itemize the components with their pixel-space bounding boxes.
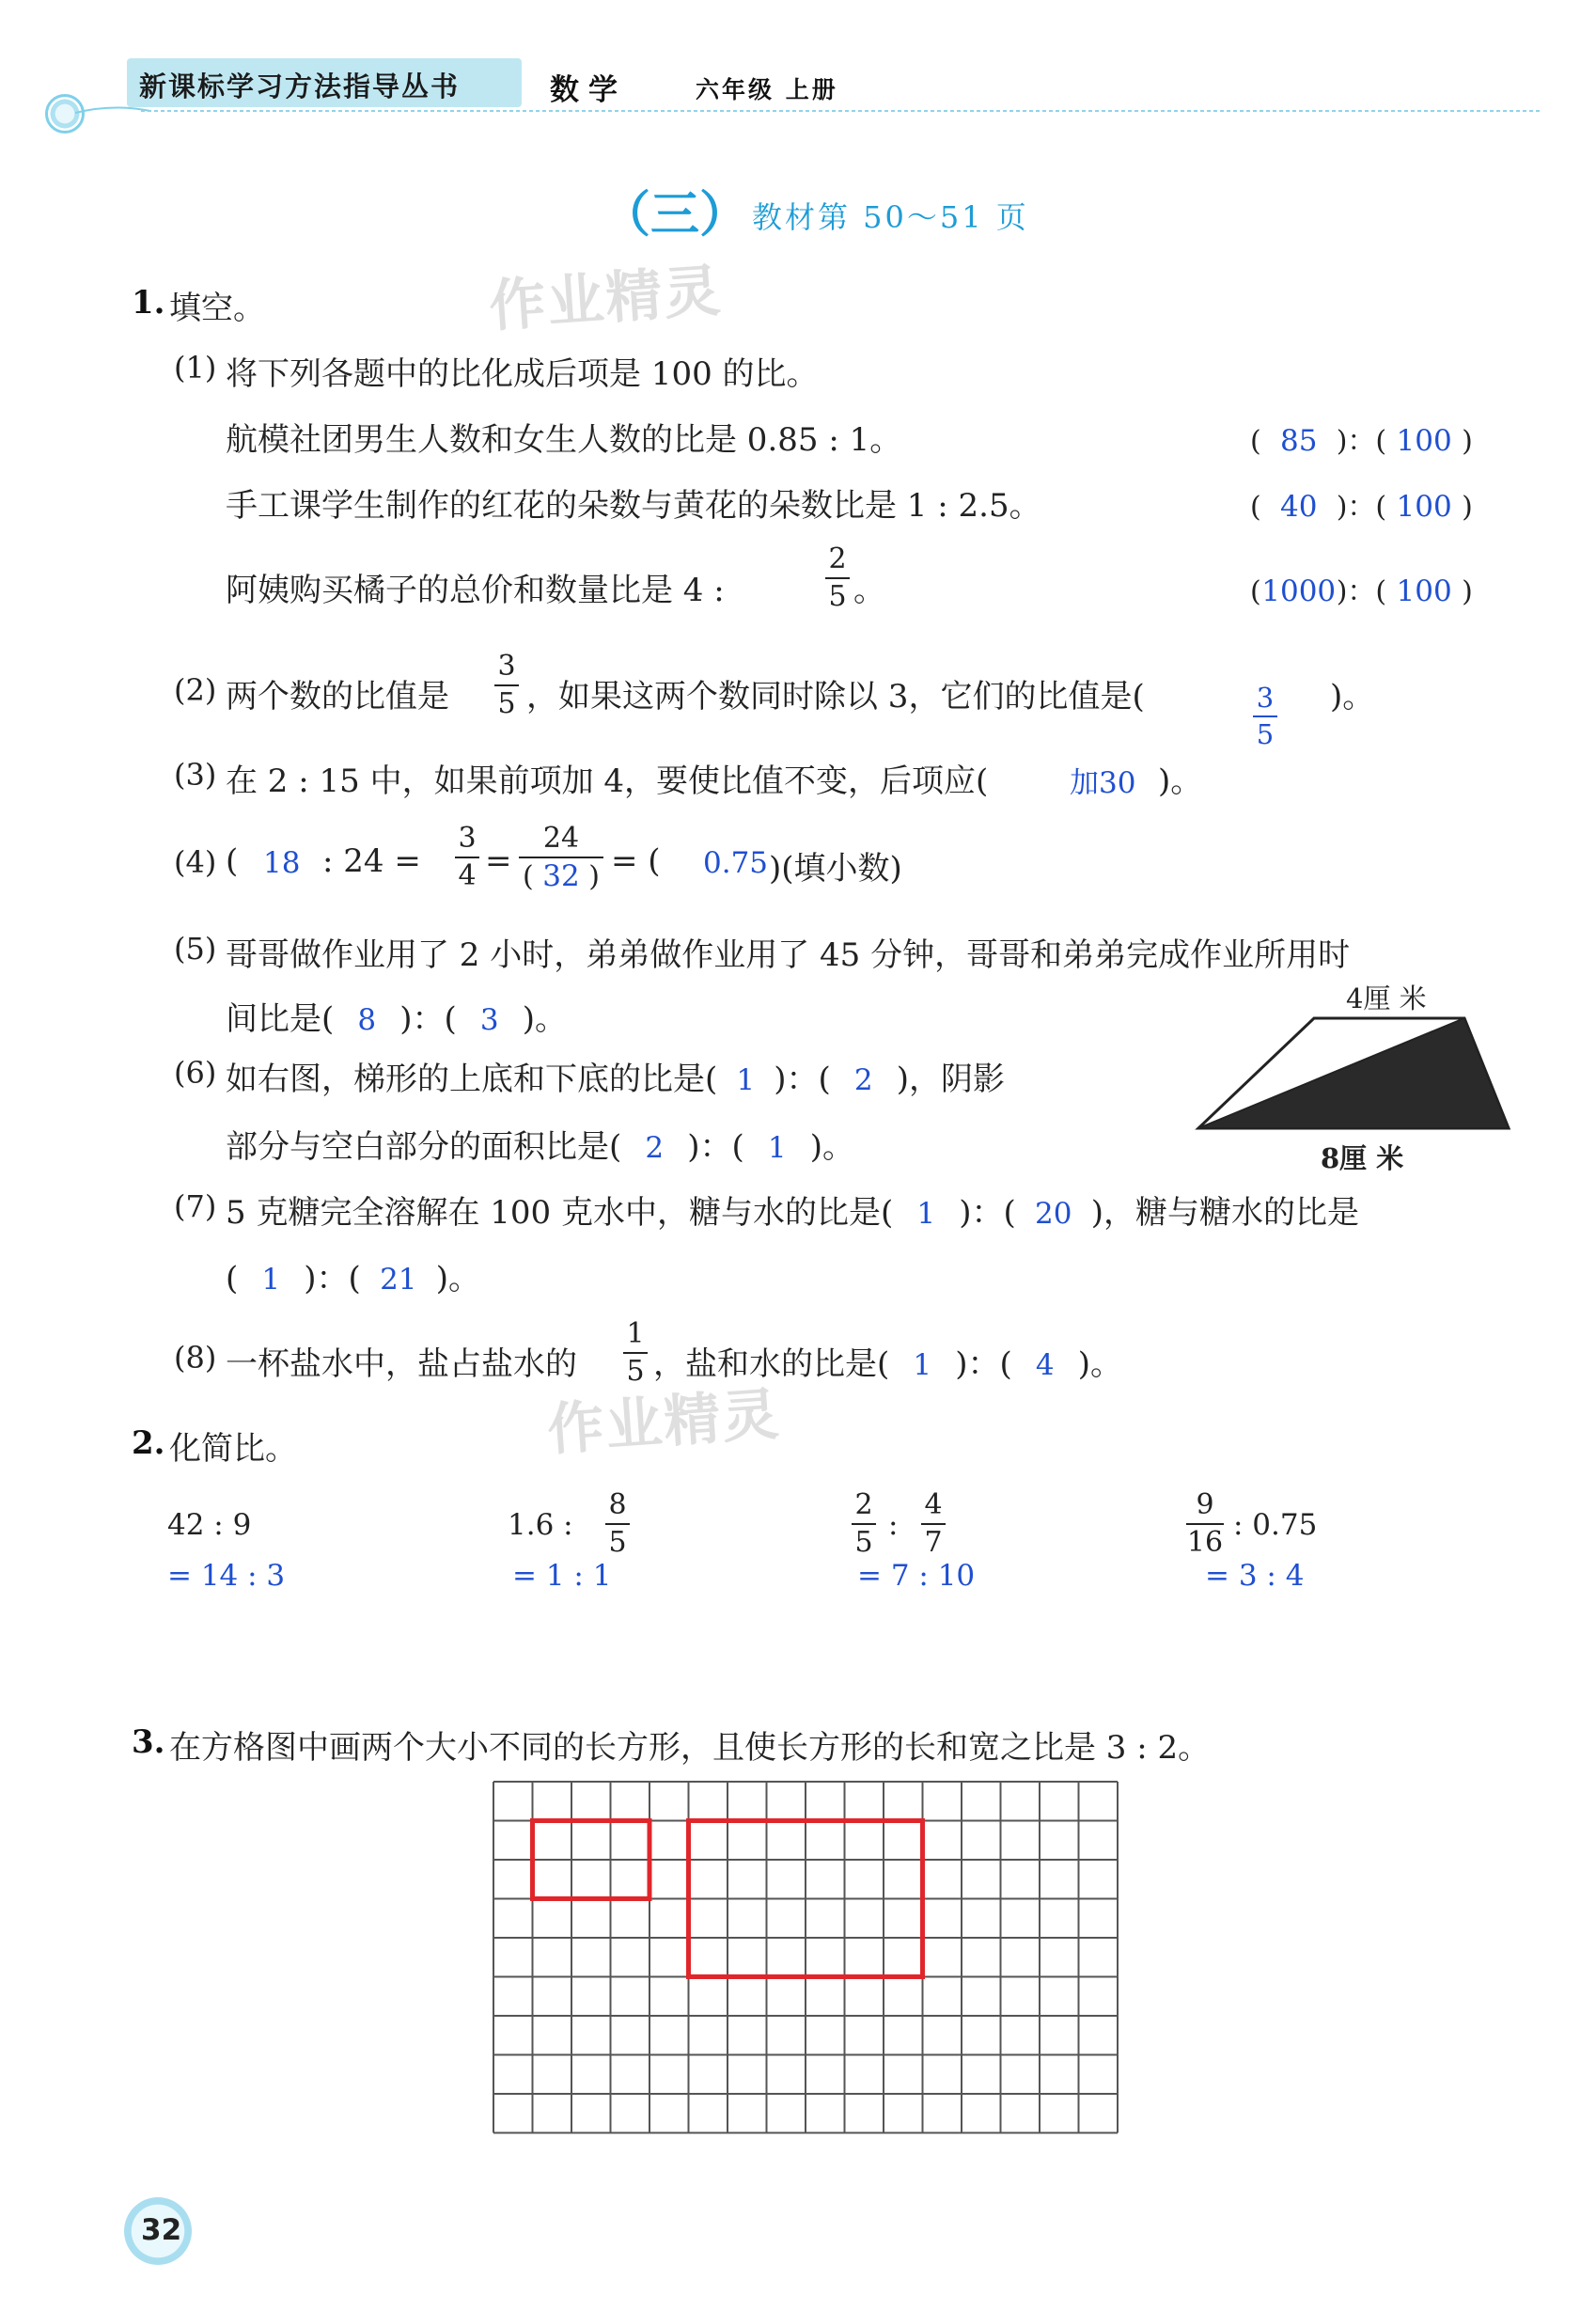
answer: 32: [542, 859, 580, 893]
colon: :: [888, 1508, 899, 1542]
answer: 18: [263, 846, 301, 880]
square-grid: [491, 1779, 1122, 2136]
answer: 1000: [1261, 574, 1337, 608]
answer: 2: [645, 1131, 665, 1165]
q1-p4-mid: : 24 =: [322, 842, 421, 880]
answer: 8: [357, 1003, 377, 1037]
q1-p7-label: (7): [174, 1188, 217, 1224]
period: 。: [853, 572, 885, 609]
q1-p3-end: )。: [1158, 762, 1203, 800]
header-subject: 数学: [550, 73, 627, 107]
answer-fraction: 3 5: [1253, 684, 1277, 748]
q3-label: 3.: [132, 1723, 165, 1761]
q3-text: 在方格图中画两个大小不同的长方形，且使长方形的长和宽之比是 3 : 2。: [169, 1729, 1211, 1767]
fraction: 2 5: [825, 545, 850, 611]
answer: 1: [261, 1263, 281, 1297]
paren-open: (: [226, 842, 239, 880]
q1-p2-label: (2): [174, 672, 217, 708]
watermark: 作业精灵: [487, 258, 725, 340]
answer: 2: [853, 1063, 873, 1097]
q1-label: 1.: [132, 284, 165, 322]
answer: 4: [1035, 1348, 1055, 1382]
q1-p6-line2: 部分与空白部分的面积比是( 2 )：( 1 )。: [226, 1128, 855, 1166]
q2-item2-pre: 1.6 :: [508, 1508, 573, 1542]
answer: 100: [1396, 490, 1452, 524]
header-grade: 六年级 上册: [696, 76, 838, 103]
q2-item2-answer: = 1 : 1: [512, 1559, 612, 1593]
q1-p5-line2: 间比是( 8 )：( 3 )。: [226, 1000, 568, 1038]
q1-p7-line2: ( 1 )：( 21 )。: [226, 1260, 481, 1297]
q2-title: 化简比。: [169, 1430, 297, 1468]
q1-p6-line1: 如右图，梯形的上底和下底的比是( 1 )：( 2 )，阴影: [226, 1061, 1006, 1098]
q1-p5-line1: 哥哥做作业用了 2 小时，弟弟做作业用了 45 分钟，哥哥和弟弟完成作业所用时: [226, 936, 1351, 974]
q1-p3-label: (3): [174, 757, 217, 793]
answer: 0.75: [703, 846, 769, 880]
q1-p1-row3-text: 阿姨购买橘子的总价和数量比是 4 :: [226, 572, 725, 609]
q1-p1-row3-answer: (1000)：( 100 ): [1250, 574, 1473, 608]
watermark: 作业精灵: [545, 1381, 783, 1464]
answer: 100: [1396, 574, 1452, 608]
fraction: 3 4: [455, 825, 479, 890]
answer: 1: [913, 1348, 932, 1382]
section-number: （三）: [602, 187, 749, 244]
header-series: 新课标学习方法指导丛书: [139, 71, 461, 102]
fraction: 1 5: [623, 1320, 648, 1386]
q2-item1-answer: = 14 : 3: [167, 1559, 286, 1593]
answer: 3: [479, 1003, 499, 1037]
answer: 21: [380, 1263, 417, 1297]
q2-label: 2.: [132, 1424, 165, 1462]
q2-item4-answer: = 3 : 4: [1205, 1559, 1305, 1593]
fraction: 8 5: [605, 1491, 630, 1557]
q1-p1-row2-answer: ( 40 )：( 100 ): [1250, 490, 1473, 524]
q2-item1-expr: 42 : 9: [167, 1508, 252, 1542]
q1-p8-pre: 一杯盐水中，盐占盐水的: [226, 1345, 577, 1383]
q1-p8-label: (8): [174, 1340, 217, 1376]
answer: 40: [1279, 490, 1318, 524]
q1-p2-pre: 两个数的比值是: [226, 678, 449, 715]
answer: 20: [1035, 1197, 1072, 1231]
fraction: 24 ( 32 ): [519, 825, 603, 891]
q1-p2-end: )。: [1330, 678, 1375, 715]
q1-p1-label: (1): [174, 350, 217, 385]
q1-p8-post: ，盐和水的比是( 1 )：( 4 )。: [653, 1345, 1123, 1383]
answer: 85: [1279, 424, 1318, 458]
trapezoid-figure: [1194, 1014, 1518, 1136]
page-number: 32: [141, 2213, 182, 2247]
answer: 1: [736, 1063, 756, 1097]
q1-p4-end: )(填小数): [769, 850, 902, 888]
q2-item4-post: : 0.75: [1233, 1508, 1318, 1542]
q1-p1-row2-text: 手工课学生制作的红花的朵数与黄花的朵数比是 1 : 2.5。: [226, 487, 1041, 525]
q1-p1-row1-text: 航模社团男生人数和女生人数的比是 0.85 : 1。: [226, 421, 902, 459]
q1-p1-row1-answer: ( 85 )：( 100 ): [1250, 424, 1473, 458]
fraction: 4 7: [921, 1491, 946, 1557]
fraction: 2 5: [852, 1491, 876, 1557]
q1-p7-line1: 5 克糖完全溶解在 100 克水中，糖与水的比是( 1 )：( 20 )，糖与糖水的比是: [226, 1194, 1360, 1232]
fraction: 3 5: [494, 652, 519, 718]
section-pages: 教材第 50～51 页: [752, 199, 1029, 235]
q1-p4-eq2: = (: [611, 842, 661, 880]
q1-title: 填空。: [169, 290, 265, 327]
fraction: 9 16: [1186, 1488, 1224, 1559]
q1-p3-pre: 在 2 : 15 中，如果前项加 4，要使比值不变，后项应(: [226, 762, 989, 800]
trapezoid-top-label: 4厘 米: [1346, 983, 1427, 1014]
q2-item3-answer: = 7 : 10: [857, 1559, 976, 1593]
equals: =: [485, 842, 512, 880]
q1-p1-text: 将下列各题中的比化成后项是 100 的比。: [226, 355, 819, 393]
q1-p2-post: ，如果这两个数同时除以 3，它们的比值是(: [526, 678, 1145, 715]
answer: 加30: [1070, 766, 1136, 800]
trapezoid-bottom-label: 8厘 米: [1321, 1142, 1404, 1174]
answer: 1: [767, 1131, 787, 1165]
q1-p5-label: (5): [174, 931, 217, 967]
answer: 1: [916, 1197, 936, 1231]
q1-p6-label: (6): [174, 1055, 217, 1091]
answer: 100: [1396, 424, 1452, 458]
q1-p4-label: (4): [174, 844, 217, 880]
